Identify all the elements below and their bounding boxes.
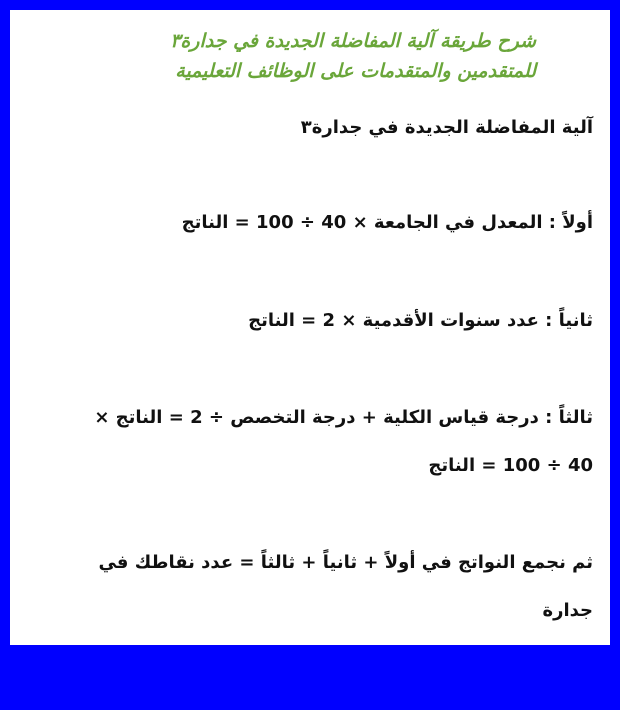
step-third-line-2: 40 ÷ 100 = الناتج <box>428 455 593 476</box>
content-card <box>10 10 610 645</box>
title-line-1: شرح طريقة آلية المفاضلة الجديدة في جدارة٣ <box>170 30 536 52</box>
step-second: ثانياً : عدد سنوات الأقدمية × 2 = الناتج <box>248 310 593 331</box>
sum-line-2: جدارة <box>542 600 593 621</box>
step-third-line-1: ثالثاً : درجة قياس الكلية + درجة التخصص ÷ 2 = الناتج × <box>94 407 593 428</box>
sum-line-1: ثم نجمع النواتج في أولاً + ثانياً + ثالثاً = عدد نقاطك في <box>98 552 593 573</box>
step-first: أولاً : المعدل في الجامعة × 40 ÷ 100 = الناتج <box>181 212 593 233</box>
heading-line: آلية المفاضلة الجديدة في جدارة٣ <box>300 117 593 138</box>
title-line-2: للمتقدمين والمتقدمات على الوظائف التعليمية <box>175 60 536 82</box>
